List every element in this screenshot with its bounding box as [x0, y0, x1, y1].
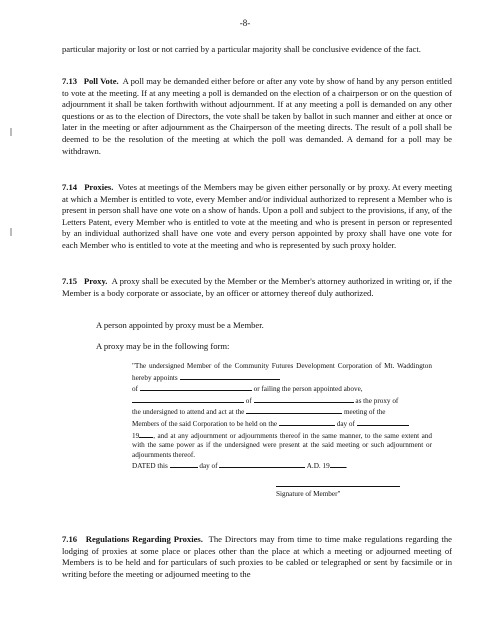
form-blank [140, 383, 252, 391]
section-7-15 [62, 276, 452, 299]
section-title: Poll Vote. [83, 76, 119, 86]
section-title: Regulations Regarding Proxies. [85, 534, 203, 544]
section-7-13 [62, 76, 452, 157]
form-blank [170, 460, 198, 468]
section-number: 7.13 [62, 76, 78, 86]
form-text: A.D. 19 [306, 462, 330, 470]
section-number: 7.14 [62, 182, 78, 192]
form-text: of [245, 396, 252, 405]
section-body: A poll may be demanded either before or after any vote by show of hand by any person entitled to vote at the meeting. If at any meeting a poll is demanded on the election of a chairperson or on the question of adjournment it shall be taken forthwith without adjournment. If at any meeting a poll is demanded on any other questions or as to the election of Directors, the vote shall be taken by ballot in such manner and either at once or later in the meeting or after adjournment as the Chairperson of the meeting directs. The result of a poll shall be deemed to be the resolution of the meeting at which the poll was demanded. A demand for a poll may be withdrawn. [62, 76, 452, 156]
form-text: of [132, 385, 138, 394]
section-number: 7.16 [62, 534, 78, 544]
section-number: 7.15 [62, 276, 78, 286]
form-blank [254, 395, 354, 403]
form-text: day of [199, 462, 218, 470]
signature-line [276, 486, 400, 487]
form-blank [180, 372, 280, 380]
section-7-14 [62, 182, 452, 252]
form-text: meeting of the [343, 408, 386, 417]
proxy-member-line: A person appointed by proxy must be a Member. [96, 320, 264, 330]
section-body: The Directors may from time to time make regulations regarding the lodging of proxies at some place or places other than the place at which a meeting or adjourned meeting of Members is to be held and for particulars of such proxies to be cabled or telegraphed or sent by facsimile or in writing before the meeting or adjourned meeting to the [62, 534, 452, 579]
form-text: , and at any adjournment or adjournments thereof in the same manner, to the same extent and with the same power as if the undersigned were present at the said meeting or such adjournment or adjournments thereof. [132, 431, 432, 459]
form-text: as the proxy of [355, 396, 399, 405]
section-title: Proxy. [83, 276, 108, 286]
proxy-form-intro: A proxy may be in the following form: [96, 341, 230, 351]
scan-mark [10, 228, 12, 236]
form-blank [219, 460, 305, 468]
form-text: 19 [132, 431, 140, 440]
form-blank [357, 418, 409, 426]
form-text: "The undersigned Member of the Community Futures Development Corporation of Mt. Waddington hereby appoints [132, 362, 432, 382]
intro-paragraph: particular majority or lost or not carried by a particular majority shall be conclusive evidence of the fact. [62, 44, 421, 54]
form-blank [139, 430, 153, 438]
form-blank [279, 418, 335, 426]
form-text: DATED this [132, 462, 168, 470]
form-text: Members of the said Corporation to be held on the [132, 419, 278, 428]
form-blank [246, 406, 342, 414]
form-blank [132, 395, 244, 403]
section-body: A proxy shall be executed by the Member or the Member's attorney authorized in writing or, if the Member is a body corporate or associate, by an officer or attorney thereof duly authorized. [62, 276, 452, 298]
scan-mark [10, 128, 12, 136]
section-title: Proxies. [84, 182, 114, 192]
proxy-form [132, 362, 432, 460]
form-text: day of [336, 419, 355, 428]
form-text: the undersigned to attend and act at the [132, 408, 245, 417]
form-blank [330, 460, 346, 468]
section-body: Votes at meetings of the Members may be given either personally or by proxy. At every meeting at which a Member is entitled to vote, every Member and/or individual authorized to represent a Member who is present in person shall have one vote on a show of hands. Upon a poll and subject to the provisions, if any, of the Letters Patent, every Member who is entitled to vote at the meeting and who is present in person or represented by an individual authorized shall have one vote and every person appointed by proxy shall have one vote for each Member who is entitled to vote at the meeting and who is represented by such proxy holder. [62, 182, 452, 250]
page-number: -8- [239, 18, 251, 28]
form-dated-line: DATED this day of A.D. 19 . [132, 462, 348, 470]
section-7-16 [62, 534, 452, 580]
form-text: or failing the person appointed above, [253, 385, 363, 394]
signature-label: Signature of Member" [276, 490, 341, 498]
